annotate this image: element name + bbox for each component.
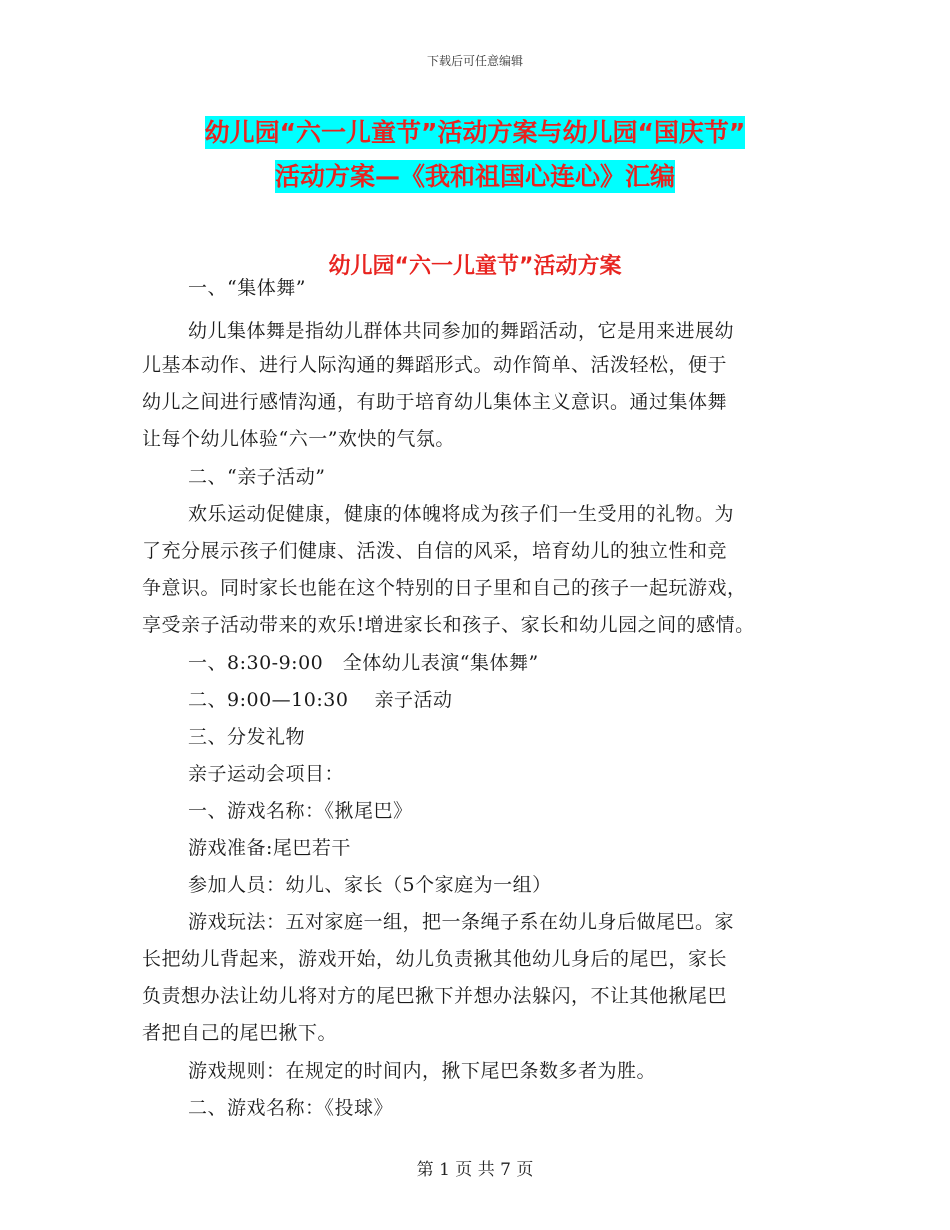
game-heading: 一、游戏名称：《揪尾巴》 <box>188 800 413 822</box>
header-note: 下载后可任意编辑 <box>426 54 523 68</box>
schedule-item: 三、分发礼物 <box>188 726 306 748</box>
document-title-line-1: 幼儿园“六一儿童节”活动方案与幼儿园“国庆节” <box>204 118 746 147</box>
paragraph-line: 了充分展示孩子们健康、活泼、自信的风采，培育幼儿的独立性和竞 <box>142 540 728 562</box>
schedule-item: 二、9:00—10:30 亲子活动 <box>188 689 453 711</box>
paragraph-line: 享受亲子活动带来的欢乐!增进家长和孩子、家长和幼儿园之间的感情。 <box>142 614 755 636</box>
game-detail: 游戏准备:尾巴若干 <box>188 837 351 859</box>
paragraph-line: 游戏玩法：五对家庭一组，把一条绳子系在幼儿身后做尾巴。家 <box>188 911 735 933</box>
paragraph-line: 长把幼儿背起来，游戏开始，幼儿负责揪其他幼儿身后的尾巴，家长 <box>142 948 728 970</box>
program-heading: 亲子运动会项目： <box>188 763 345 785</box>
paragraph-line: 儿基本动作、进行人际沟通的舞蹈形式。动作简单、活泼轻松，便于 <box>142 354 728 376</box>
page-footer: 第 1 页 共 7 页 <box>416 1160 534 1180</box>
heading-parent-child: 二、“亲子活动” <box>188 466 326 488</box>
game-heading: 二、游戏名称：《投球》 <box>188 1097 394 1119</box>
paragraph-line: 让每个幼儿体验“六一”欢快的气氛。 <box>142 428 455 450</box>
paragraph-line: 欢乐运动促健康，健康的体魄将成为孩子们一生受用的礼物。为 <box>188 503 735 525</box>
paragraph-line: 幼儿集体舞是指幼儿群体共同参加的舞蹈活动，它是用来进展幼 <box>188 320 735 342</box>
section-title: 幼儿园“六一儿童节”活动方案 <box>328 254 622 279</box>
schedule-item: 一、8:30-9:00 全体幼儿表演“集体舞” <box>188 652 539 674</box>
game-detail: 参加人员：幼儿、家长（5个家庭为一组） <box>188 874 552 896</box>
game-rule: 游戏规则：在规定的时间内，揪下尾巴条数多者为胜。 <box>188 1060 657 1082</box>
paragraph-line: 负责想办法让幼儿将对方的尾巴揪下并想办法躲闪，不让其他揪尾巴 <box>142 985 728 1007</box>
paragraph-line: 幼儿之间进行感情沟通，有助于培育幼儿集体主义意识。通过集体舞 <box>142 391 728 413</box>
heading-group-dance: 一、“集体舞” <box>188 277 306 299</box>
paragraph-line: 者把自己的尾巴揪下。 <box>142 1022 338 1044</box>
document-title-line-2: 活动方案—《我和祖国心连心》汇编 <box>274 162 675 191</box>
paragraph-line: 争意识。同时家长也能在这个特别的日子里和自己的孩子一起玩游戏， <box>142 577 747 599</box>
